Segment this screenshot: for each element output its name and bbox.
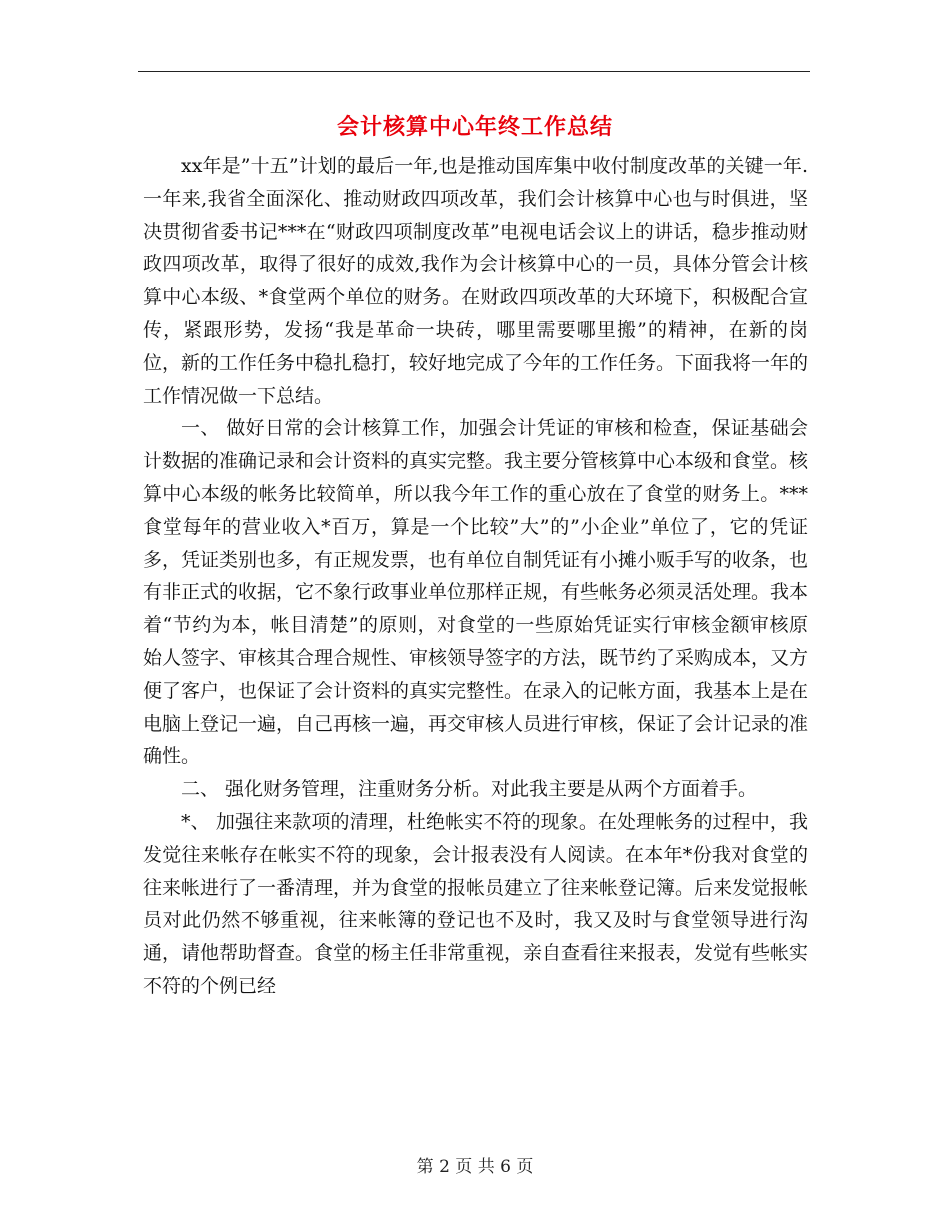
document-body <box>143 150 808 1003</box>
header-rule <box>138 71 810 72</box>
paragraph-section-one: 一、 做好日常的会计核算工作，加强会计凭证的审核和检查，保证基础会计数据的准确记录和会计资料的真实完整。我主要分管核算中心本级和食堂。核算中心本级的帐务比较简单，所以我今年工作的重心放在了食堂的财务上。***食堂每年的营业收入*百万，算是一个比较”大”的”小企业”单位了，它的凭证多，凭证类别也多，有正规发票，也有单位自制凭证有小摊小贩手写的收条，也有非正式的收据，它不象行政事业单位那样正规，有些帐务必须灵活处理。我本着“节约为本，帐目清楚”的原则，对食堂的一些原始凭证实行审核金额审核原始人签字、审核其合理合规性、审核领导签字的方法，既节约了采购成本，又方便了客户，也保证了会计资料的真实完整性。在录入的记帐方面，我基本上是在电脑上登记一遍，自己再核一遍，再交审核人员进行审核，保证了会计记录的准确性。 <box>143 417 809 768</box>
paragraph-intro: xx年是”十五”计划的最后一年,也是推动国库集中收付制度改革的关键一年.一年来,我省全面深化、推动财政四项改革，我们会计核算中心也与时俱进，坚决贯彻省委书记***在“财政四项制度改革”电视电话会议上的讲话，稳步推动财政四项改革，取得了很好的成效,我作为会计核算中心的一员，具体分管会计核算中心本级、*食堂两个单位的财务。在财政四项改革的大环境下，积极配合宣传，紧跟形势，发扬“我是革命一块砖，哪里需要哪里搬”的精神，在新的岗位，新的工作任务中稳扎稳打，较好地完成了今年的工作任务。下面我将一年的工作情况做一下总结。 <box>143 155 809 407</box>
page-footer: 第 2 页 共 6 页 <box>416 1157 534 1177</box>
document-title: 会计核算中心年终工作总结 <box>336 114 613 140</box>
paragraph-subsection: *、 加强往来款项的清理，杜绝帐实不符的现象。在处理帐务的过程中，我发觉往来帐存在帐实不符的现象，会计报表没有人阅读。在本年*份我对食堂的往来帐进行了一番清理，并为食堂的报帐员建立了往来帐登记簿。后来发觉报帐员对此仍然不够重视，往来帐簿的登记也不及时，我又及时与食堂领导进行沟通，请他帮助督查。食堂的杨主任非常重视，亲自查看往来报表，发觉有些帐实不符的个例已经 <box>143 810 809 997</box>
paragraph-section-two: 二、 强化财务管理，注重财务分析。对此我主要是从两个方面着手。 <box>181 778 758 801</box>
